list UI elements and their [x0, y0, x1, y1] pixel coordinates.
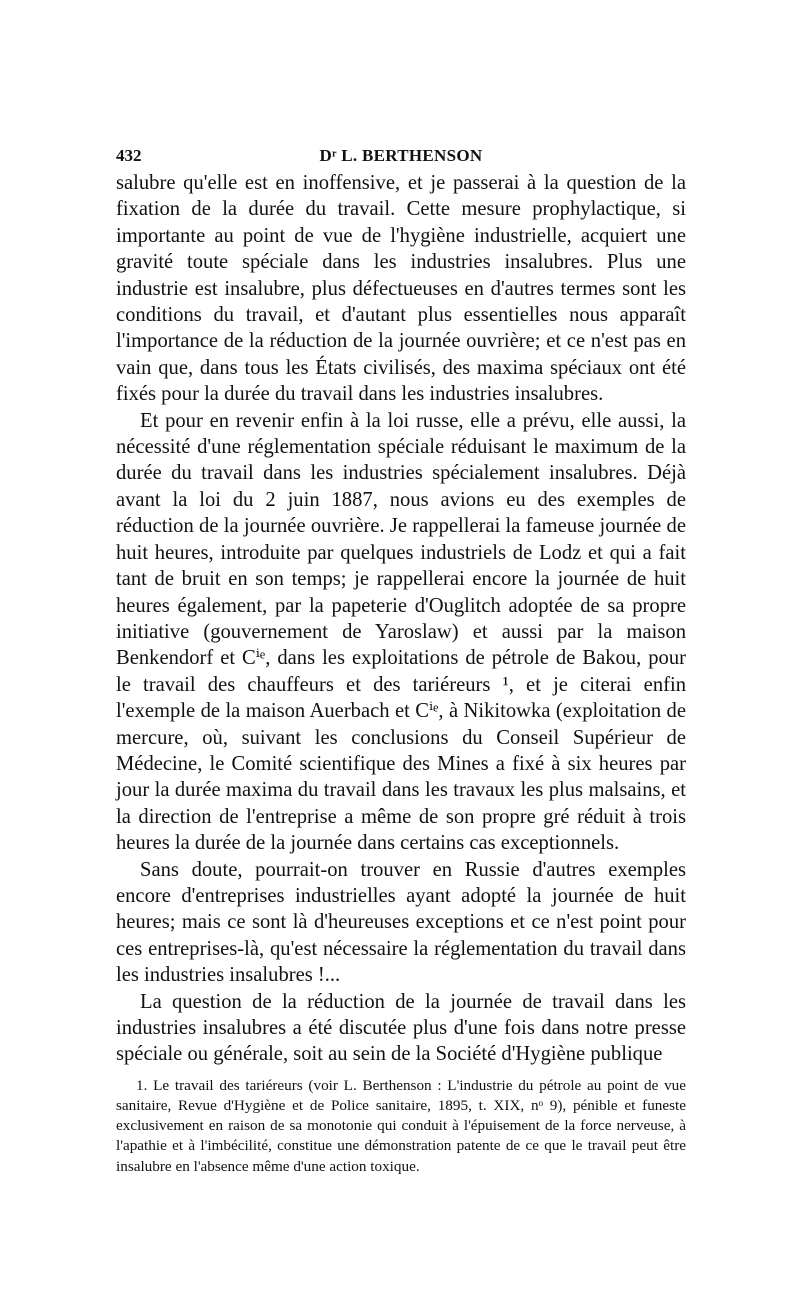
paragraph-1: salubre qu'elle est en inoffensive, et je passerai à la question de la fixation de la durée du travail. Cette mesure prophylactique, si importante au point de vue de l'hygiène industrielle, acquiert une gravité toute spéciale dans les industries insalubres. Plus une industrie est insalubre, plus défectueuses en d'autres termes sont les conditions du travail, et d'autant plus essentielles nous apparaît l'importance de la réduction de la journée ouvrière; et ce n'est pas en vain que, dans tous les États civilisés, des maxima spéciaux ont été fixés pour la durée du travail dans les industries insalubres. — [116, 172, 686, 406]
book-page — [116, 140, 686, 1177]
footnote-1: 1. Le travail des tariéreurs (voir L. Berthenson : L'industrie du pétrole au point de vue sanitaire, Revue d'Hygiène et de Police sanitaire, 1895, t. XIX, nᵒ 9), pénible et funeste exclusivement en raison de sa monotonie qui conduit à l'épuisement de la force nerveuse, à l'apathie et à l'imbécilité, constitue une démonstration patente de ce que le travail peut être insalubre en l'absence même d'une action toxique. — [116, 1076, 686, 1175]
running-title: Dʳ L. BERTHENSON — [319, 146, 483, 165]
running-head — [116, 140, 686, 170]
page-number: 432 — [116, 146, 142, 165]
paragraph-2: Et pour en revenir enfin à la loi russe, elle a prévu, elle aussi, la nécessité d'une réglementation spéciale réduisant le maximum de la durée du travail dans les industries spécialement insalubres. Déjà avant la loi du 2 juin 1887, nous avions eu des exemples de réduction de la journée ouvrière. Je rappellerai la fameuse journée de huit heures, introduite par quelques industriels de Lodz et qui a fait tant de bruit en son temps; je rappellerai encore la journée de huit heures également, par la papeterie d'Ouglitch adoptée de sa propre initiative (gouvernement de Yaroslaw) et aussi par la maison Benkendorf et Cⁱᵉ, dans les exploitations de pétrole de Bakou, pour le travail des chauffeurs et des tariéreurs ¹, et je citerai enfin l'exemple de la maison Auerbach et Cⁱᵉ, à Nikitowka (exploitation de mercure, où, suivant les conclusions du Conseil Supérieur de Médecine, le Comité scientifique des Mines a fixé à six heures par jour la durée maxima du travail dans les travaux les plus malsains, et la direction de l'entreprise a même de son propre gré réduit à trois heures la durée de la journée dans certains cas exceptionnels. — [116, 409, 686, 855]
paragraph-4: La question de la réduction de la journée de travail dans les industries insalubres a été discutée plus d'une fois dans notre presse spéciale ou générale, soit au sein de la Société d'Hygiène publique — [116, 990, 686, 1066]
body-text — [116, 170, 686, 1068]
footnotes — [116, 1076, 686, 1177]
paragraph-3: Sans doute, pourrait-on trouver en Russie d'autres exemples encore d'entreprises industrielles ayant adopté la journée de huit heures; mais ce sont là d'heureuses exceptions et ce n'est point pour ces entreprises-là, qu'est nécessaire la réglementation du travail dans les industries insalubres !... — [116, 858, 686, 987]
